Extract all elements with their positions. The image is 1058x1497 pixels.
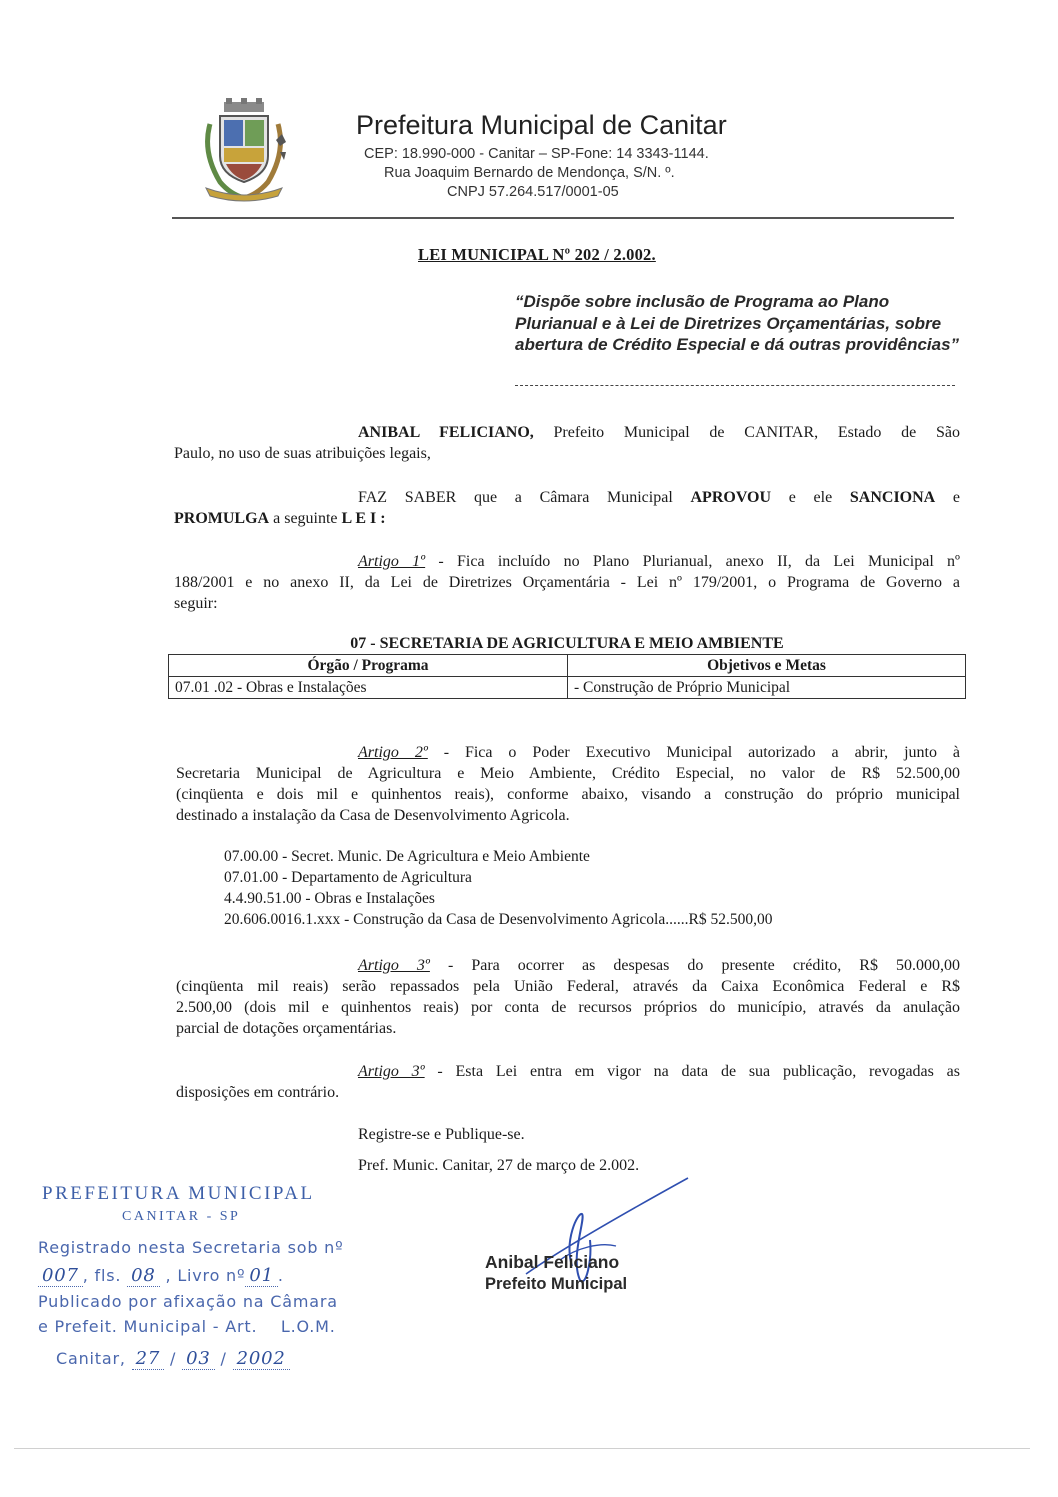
article-3-line-2: (cinqüenta mil reais) serão repassados pela União Federal, através da Caixa Econômica Federal e R$: [176, 978, 960, 995]
table-header: Órgão / Programa: [169, 655, 568, 677]
stamp-prefeit-art: e Prefeit. Municipal - Art.: [38, 1317, 258, 1336]
program-section-title: 07 - SECRETARIA DE AGRICULTURA E MEIO AMBIENTE: [350, 635, 784, 652]
stamp-livro-label: , Livro nº: [165, 1266, 246, 1285]
stamp-date-line: Canitar, 27 / 03 / 2002: [56, 1348, 290, 1369]
stamp-month: 03: [182, 1348, 215, 1370]
stamp-number-line: 007 , fls. 08 , Livro nº 01 .: [38, 1265, 284, 1286]
article-3-text: - Para ocorrer as despesas do presente crédito, R$ 50.000,00: [429, 957, 961, 974]
stamp-city: CANITAR - SP: [122, 1209, 241, 1224]
stamp-art-line: [38, 1317, 336, 1336]
article-2-text: - Fica o Poder Executivo Municipal autorizado a abrir, junto à: [427, 744, 960, 761]
org-name: Prefeitura Municipal de Canitar: [356, 110, 727, 140]
stamp-livro: 01: [245, 1265, 278, 1287]
stamp-number: 007: [38, 1265, 83, 1287]
stamp-org: PREFEITURA MUNICIPAL: [42, 1183, 315, 1204]
sanciona-text: SANCIONA: [849, 489, 936, 506]
article-4-text: - Esta Lei entra em vigor na data de sua publicação, revogadas as: [424, 1063, 960, 1080]
article-3-label: Artigo 3º: [358, 957, 430, 974]
faz-saber-text: FAZ SABER que a Câmara Municipal: [358, 489, 691, 506]
table-cell: 07.01 .02 - Obras e Instalações: [169, 677, 568, 699]
enactment-line-1: [358, 487, 960, 508]
aprovou-text: APROVOU: [690, 489, 772, 506]
municipal-coat-of-arms-icon: [196, 96, 292, 204]
connector-text: e ele: [771, 489, 850, 506]
lei-text: L E I :: [341, 510, 386, 527]
article-2-line-4: destinado a instalação da Casa de Desenvolvimento Agricola.: [176, 807, 570, 824]
place-date: Pref. Munic. Canitar, 27 de março de 2.002.: [358, 1157, 640, 1174]
stamp-fls: 08: [127, 1265, 160, 1287]
stamp-day: 27: [132, 1348, 165, 1370]
preamble-line-1: [358, 422, 960, 443]
stamp-year: 2002: [233, 1348, 290, 1370]
budget-line: 07.00.00 - Secret. Munic. De Agricultura e Meio Ambiente: [224, 848, 590, 865]
law-summary: “Dispõe sobre inclusão de Programa ao Plano Plurianual e à Lei de Diretrizes Orçamentárias, sobre abertura de Crédito Especial e dá outras providências”: [515, 292, 960, 354]
article-4-line-2: disposições em contrário.: [176, 1084, 340, 1101]
address-line-3: CNPJ 57.264.517/0001-05: [447, 184, 619, 200]
connector-text: a seguinte: [269, 510, 342, 527]
article-1-line-2: 188/2001 e no anexo II, da Lei de Diretrizes Orçamentária - Lei nº 179/2001, o Programa de Governo a: [174, 574, 960, 591]
header-divider: [172, 217, 954, 219]
article-2-line-3: (cinqüenta e dois mil e quinhentos reais), conforme abaixo, visando a construção do próprio municipal: [176, 786, 960, 803]
address-line-2: Rua Joaquim Bernardo de Mendonça, S/N. º.: [384, 165, 675, 181]
article-1-label: Artigo 1º: [358, 553, 426, 570]
table-header: Objetivos e Metas: [568, 655, 966, 677]
article-3-line-4: parcial de dotações orçamentárias.: [176, 1020, 397, 1037]
stamp-fls-label: , fls.: [82, 1266, 122, 1285]
enactment-line-2: [174, 508, 386, 529]
article-2-line-2: Secretaria Municipal de Agricultura e Meio Ambiente, Crédito Especial, no valor de R$ 52.500,00: [176, 765, 960, 782]
signer-name: Anibal Feliciano: [485, 1252, 620, 1272]
preamble-text: Prefeito Municipal de CANITAR, Estado de São: [533, 424, 960, 441]
table-row: [169, 677, 966, 699]
article-3-line-1: [358, 955, 960, 976]
budget-line: 20.606.0016.1.xxx - Construção da Casa de Desenvolvimento Agricola......R$ 52.500,00: [224, 911, 773, 928]
address-line-1: CEP: 18.990-000 - Canitar – SP-Fone: 14 3343-1144.: [364, 146, 709, 162]
table-cell: - Construção de Próprio Municipal: [568, 677, 966, 699]
registre-text: Registre-se e Publique-se.: [358, 1126, 525, 1143]
mayor-name: ANIBAL FELICIANO,: [358, 424, 534, 441]
law-title: LEI MUNICIPAL Nº 202 / 2.002.: [418, 245, 656, 264]
signer-role: Prefeito Municipal: [485, 1275, 628, 1293]
article-1-line-3: seguir:: [174, 595, 218, 612]
stamp-published: Publicado por afixação na Câmara: [38, 1292, 338, 1311]
page-bottom-line: [14, 1448, 1030, 1449]
summary-divider: [515, 385, 955, 386]
connector-text: e: [935, 489, 961, 506]
article-4-line-1: [358, 1061, 960, 1082]
article-1-line-1: [358, 551, 960, 572]
article-4-label: Artigo 3º: [358, 1063, 425, 1080]
article-1-text: - Fica incluído no Plano Plurianual, anexo II, da Lei Municipal nº: [425, 553, 961, 570]
stamp-registered: Registrado nesta Secretaria sob nº: [38, 1238, 344, 1257]
program-table: [168, 654, 966, 699]
article-2-label: Artigo 2º: [358, 744, 428, 761]
promulga-text: PROMULGA: [174, 510, 270, 527]
article-3-line-3: 2.500,00 (dois mil e quinhentos reais) por conta de recursos próprios do município, através da anulação: [176, 999, 960, 1016]
table-header-row: [169, 655, 966, 677]
stamp-lom: L.O.M.: [280, 1317, 336, 1336]
preamble-line-2: Paulo, no uso de suas atribuições legais,: [174, 445, 431, 462]
budget-line: 07.01.00 - Departamento de Agricultura: [224, 869, 472, 886]
article-2-line-1: [358, 742, 960, 763]
stamp-city-label: Canitar,: [56, 1349, 126, 1368]
budget-line: 4.4.90.51.00 - Obras e Instalações: [224, 890, 435, 907]
